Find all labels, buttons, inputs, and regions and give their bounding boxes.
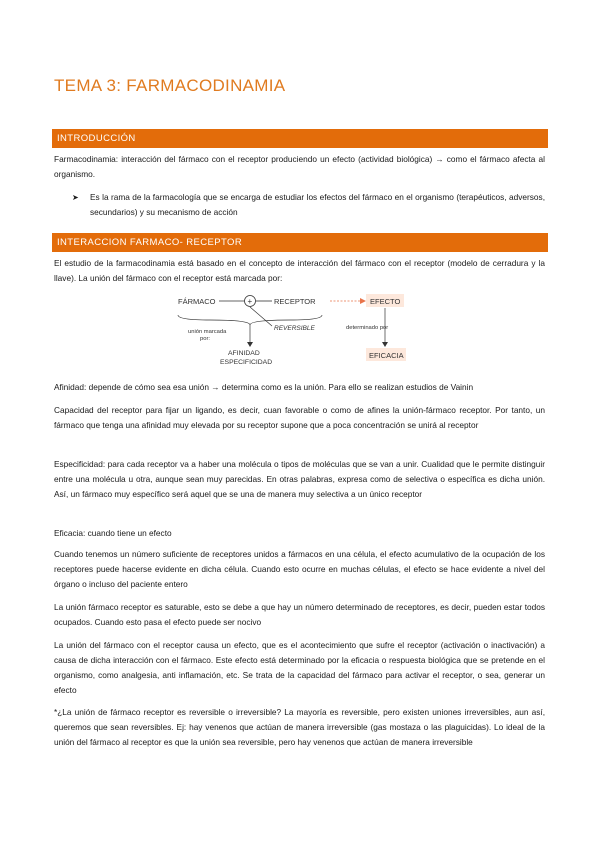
section-heading-introduccion: INTRODUCCIÓN [52,129,548,148]
paragraph-afinidad: Afinidad: depende de cómo sea esa unión → determina como es la unión. Para ello se realizan estudios de Vainin [54,382,474,392]
arrow-down-icon [382,342,388,347]
brace-icon [178,315,322,325]
section-heading-interaccion: INTERACCION FARMACO- RECEPTOR [52,233,548,252]
paragraph-especificidad: Especificidad: para cada receptor va a haber una molécula o tipos de moléculas que se van a unir. Cualidad que le permite distinguir entre una molécula u otra, aunque sean muy parecidas. En otras palabras, expresa como de selectiva o específica es dicha unión. Así, un fármaco muy específico será aquel que se una de manera muy selectiva a un único receptor [54,459,545,499]
arrow-right-icon [360,298,366,304]
diagram-receptor-label: RECEPTOR [274,297,316,306]
diagram-line [250,307,272,326]
bullet-item [72,190,545,220]
diagram-efecto: EFECTO [370,297,401,306]
paragraph-union: La unión del fármaco con el receptor causa un efecto, que es el acontecimiento que sufre el receptor (activación o inactivación) a causa de dicha interacción con el fármaco. Este efecto está determinado por la eficacia o respuesta biológica que se pretende en el organismo, como analgesia, anti inflamación, etc. Se trata de la capacidad del fármaco para activar el receptor, o sea, generar un efecto [54,640,545,695]
diagram-afinidad: AFINIDAD [228,350,260,357]
diagram-especificidad: ESPECIFICIDAD [220,359,273,366]
paragraph-farmacodinamia: Farmacodinamia: interacción del fármaco con el receptor produciendo un efecto (actividad biológica) → como el fármaco afecta al organismo. [54,154,545,179]
diagram-eficacia: EFICACIA [369,351,404,360]
arrow-bullet-icon: ➤ [72,193,79,202]
diagram-reversible-label: REVERSIBLE [274,325,315,332]
paragraph-saturable: La unión fármaco receptor es saturable, esto se debe a que hay un número determinado de receptores, es decir, pueden estar todos ocupados. Cuando esto pasa el efecto puede ser nocivo [54,602,545,627]
bullet-text: Es la rama de la farmacología que se encarga de estudiar los efectos del fármaco en el organismo (terapéuticos, adversos, secundarios) y su mecanismo de acción [90,192,545,217]
diagram-por: por: [200,336,210,342]
diagram-determinado-por: determinado por [346,325,389,331]
arrow-down-icon [247,342,253,347]
paragraph-cuando: Cuando tenemos un número suficiente de receptores unidos a fármacos en una célula, el efecto acumulativo de la ocupación de los receptores puede hacerse evidente en dicha célula. Cuando esto ocurre en muchas células, el efecto se hace evidente a nivel del órgano o incluso del paciente entero [54,549,545,589]
paragraph-reversible: *¿La unión de fármaco receptor es reversible o irreversible? La mayoría es reversible, pero existen uniones irreversibles, aun así, queremos que sean reversibles. Ej: hay venenos que actúan de manera irreversible (gas mostaza o las plaguicidas). Lo ideal de la unión del fármaco al receptor es que la unión sea reversible, pero hay venenos que actúan de manera irreversible [54,707,545,747]
diagram-farmaco-label: FÁRMACO [178,297,216,306]
diagram-plus: + [247,297,253,306]
paragraph-estudio: El estudio de la farmacodinamia está basado en el concepto de interacción del fármaco con el receptor (modelo de cerradura y la llave). La unión del fármaco con el receptor está marcada por: [54,258,545,283]
interaction-diagram [170,290,450,370]
paragraph-eficacia: Eficacia: cuando tiene un efecto [54,528,172,538]
paragraph-capacidad: Capacidad del receptor para fijar un ligando, es decir, cuan favorable o como de afines la unión-fármaco receptor. Por tanto, un fármaco que tenga una afinidad muy elevada por su receptor supone que a poca concentración se unirá al receptor [54,405,545,430]
page-title: TEMA 3: FARMACODINAMIA [54,76,286,95]
diagram-union-marcada: unión marcada [188,329,227,335]
